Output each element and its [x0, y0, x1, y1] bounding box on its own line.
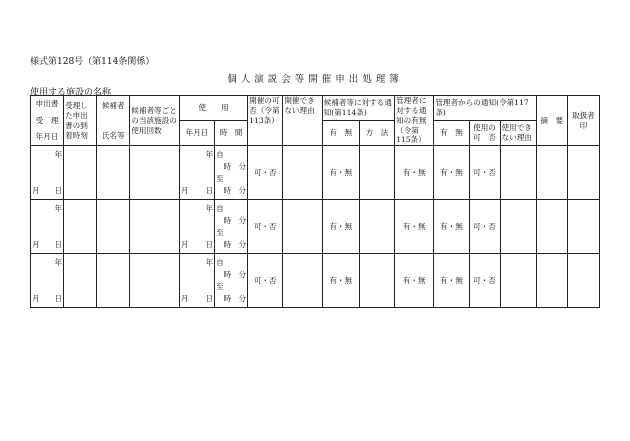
notice-yes-no-cell[interactable]: 有・無: [322, 200, 359, 254]
header-impossible-reason: 開催できない理由: [283, 96, 322, 146]
usage-count-cell[interactable]: [130, 200, 180, 254]
notice-method-cell[interactable]: [359, 200, 394, 254]
applied-date-cell[interactable]: 年 月 日: [31, 254, 64, 308]
header-handler-seal: 取扱者印: [567, 96, 599, 146]
table-row: [31, 200, 600, 254]
header-nfm-yes-no: 有 無: [434, 121, 469, 146]
header-date-applied: 申出書 受 理 年月日: [31, 96, 64, 146]
use-time-cell[interactable]: 自 時 分 至 時 分: [215, 146, 248, 200]
header-nfm-reason: 使用できない理由: [500, 121, 536, 146]
table-row: [31, 254, 600, 308]
usage-count-cell[interactable]: [130, 254, 180, 308]
table-row: [31, 146, 600, 200]
nfm-yes-no-cell[interactable]: 有・無: [434, 254, 469, 308]
nfm-reason-cell[interactable]: [500, 200, 536, 254]
notice-yes-no-cell[interactable]: 有・無: [322, 254, 359, 308]
header-row-1: [31, 96, 600, 121]
header-notice-to-candidate: 候補者等に対する通知(第114条): [322, 96, 394, 121]
use-time-cell[interactable]: 自 時 分 至 時 分: [215, 200, 248, 254]
notice-to-manager-cell[interactable]: 有・無: [395, 200, 434, 254]
possible-cell[interactable]: 可・否: [248, 200, 283, 254]
header-use-time: 時 間: [215, 121, 248, 146]
impossible-reason-cell[interactable]: [283, 146, 322, 200]
nfm-yes-no-cell[interactable]: 有・無: [434, 146, 469, 200]
header-use-date: 年月日: [179, 121, 214, 146]
handler-seal-cell[interactable]: [567, 200, 599, 254]
possible-cell[interactable]: 可・否: [248, 146, 283, 200]
use-date-cell[interactable]: 年 月 日: [179, 146, 214, 200]
applied-date-cell[interactable]: 年 月 日: [31, 200, 64, 254]
header-notice-method: 方 法: [359, 121, 394, 146]
header-usage-count: 候補者等ごとの当該施設の使用回数: [130, 96, 180, 146]
notice-to-manager-cell[interactable]: 有・無: [395, 254, 434, 308]
header-use: 使 用: [179, 96, 247, 121]
received-time-cell[interactable]: [64, 200, 97, 254]
header-notice-yes-no: 有 無: [322, 121, 359, 146]
impossible-reason-cell[interactable]: [283, 200, 322, 254]
register-table: [30, 95, 600, 308]
notice-to-manager-cell[interactable]: 有・無: [395, 146, 434, 200]
candidate-name-cell[interactable]: [97, 254, 130, 308]
nfm-usable-cell[interactable]: 可・否: [469, 146, 500, 200]
notice-method-cell[interactable]: [359, 254, 394, 308]
remarks-cell[interactable]: [536, 200, 567, 254]
nfm-reason-cell[interactable]: [500, 146, 536, 200]
header-remarks: 摘 要: [536, 96, 567, 146]
header-received-time: 受理した申出書の到着時刻: [64, 96, 97, 146]
header-notice-to-manager: 管理者に対する通知の有無（令第115条）: [395, 96, 434, 146]
use-time-cell[interactable]: 自 時 分 至 時 分: [215, 254, 248, 308]
handler-seal-cell[interactable]: [567, 146, 599, 200]
header-candidate-name: 候補者 氏名等: [97, 96, 130, 146]
possible-cell[interactable]: 可・否: [248, 254, 283, 308]
facility-label: 使用する施設の名称: [30, 88, 112, 98]
nfm-usable-cell[interactable]: 可・否: [469, 254, 500, 308]
handler-seal-cell[interactable]: [567, 254, 599, 308]
applied-date-cell[interactable]: 年 月 日: [31, 146, 64, 200]
header-nfm-usable: 使用の可 否: [469, 121, 500, 146]
nfm-yes-no-cell[interactable]: 有・無: [434, 200, 469, 254]
notice-method-cell[interactable]: [359, 146, 394, 200]
remarks-cell[interactable]: [536, 254, 567, 308]
use-date-cell[interactable]: 年 月 日: [179, 200, 214, 254]
notice-yes-no-cell[interactable]: 有・無: [322, 146, 359, 200]
remarks-cell[interactable]: [536, 146, 567, 200]
impossible-reason-cell[interactable]: [283, 254, 322, 308]
candidate-name-cell[interactable]: [97, 146, 130, 200]
form-id: 様式第128号（第114条関係）: [30, 57, 155, 67]
header-possible: 開催の可否（令第113条）: [248, 96, 283, 146]
nfm-usable-cell[interactable]: 可・否: [469, 200, 500, 254]
usage-count-cell[interactable]: [130, 146, 180, 200]
document-title: 個人演説会等開催申出処理簿: [227, 74, 403, 85]
use-date-cell[interactable]: 年 月 日: [179, 254, 214, 308]
received-time-cell[interactable]: [64, 254, 97, 308]
header-notice-from-manager: 管理者からの通知(令第117条): [434, 96, 536, 121]
candidate-name-cell[interactable]: [97, 200, 130, 254]
received-time-cell[interactable]: [64, 146, 97, 200]
nfm-reason-cell[interactable]: [500, 254, 536, 308]
